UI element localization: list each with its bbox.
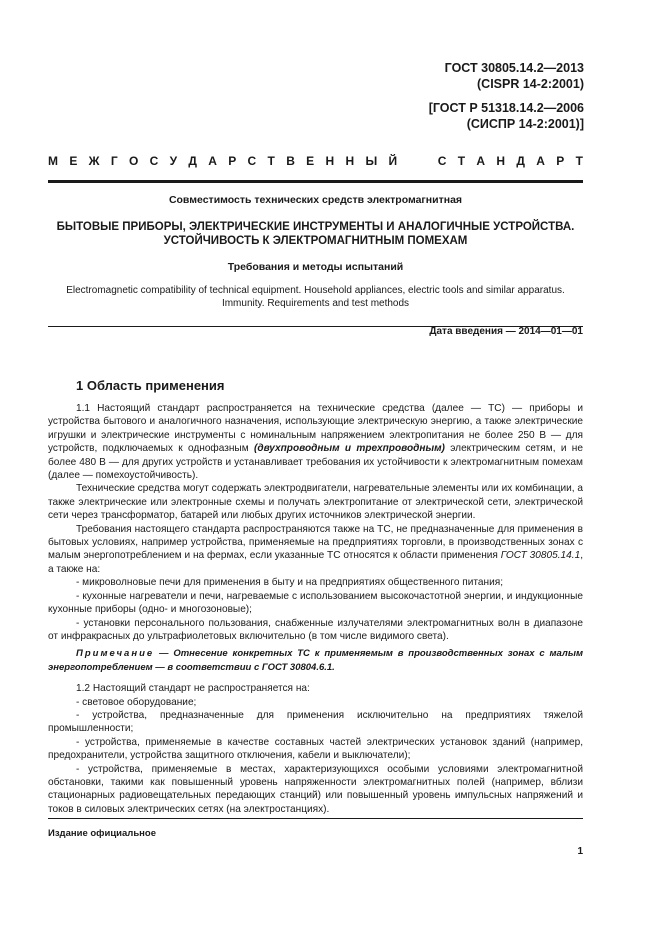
heading-letter: М bbox=[48, 154, 58, 168]
title-line-2: УСТОЙЧИВОСТЬ К ЭЛЕКТРОМАГНИТНЫМ ПОМЕХАМ bbox=[163, 235, 468, 247]
heading-letter: В bbox=[286, 154, 295, 168]
heading-letter: Н bbox=[345, 154, 355, 168]
gost-code: ГОСТ 30805.14.2—2013 bbox=[444, 61, 584, 75]
heading-letter bbox=[408, 154, 411, 168]
title-line-1: БЫТОВЫЕ ПРИБОРЫ, ЭЛЕКТРИЧЕСКИЕ ИНСТРУМЕНТЫ И АНАЛОГИЧНЫЕ УСТРОЙСТВА. bbox=[56, 221, 575, 233]
list-item: - установки персонального пользования, снабженные излучателями электромагнитных волн в диапазоне от инфракрасных до ультрафиолетовых включительно (в том числе видимого света). bbox=[48, 617, 583, 642]
introduction-date: Дата введения — 2014—01—01 bbox=[429, 326, 583, 337]
heading-letter: Н bbox=[496, 154, 506, 168]
heading-letter: Е bbox=[69, 154, 78, 168]
english-title bbox=[48, 284, 583, 310]
heading-letter: Ж bbox=[88, 154, 100, 168]
heading-letter: Т bbox=[267, 154, 275, 168]
document-title bbox=[48, 220, 583, 248]
note: Примечание — Отнесение конкретных ТС к применяемым в производственных зонах с малым энергопотреблением — в соответствии с ГОСТ 30804.6.1. bbox=[48, 648, 583, 673]
heading-letter: С bbox=[149, 154, 159, 168]
sispr-code: (СИСПР 14-2:2001)] bbox=[466, 117, 584, 131]
body-text bbox=[48, 402, 583, 816]
heading-letter: Д bbox=[516, 154, 525, 168]
heading-letter bbox=[423, 154, 426, 168]
divider bbox=[48, 180, 583, 183]
heading-letter: Ы bbox=[365, 154, 378, 168]
list-item: - кухонные нагреватели и печи, нагреваемые с использованием высокочастотной энергии, и индукционные кухонные приборы (одно- и многозоновые); bbox=[48, 590, 583, 616]
official-edition-label: Издание официальное bbox=[48, 828, 156, 839]
list-item: - устройства, применяемые в местах, характеризующихся особыми условиями электромагнитной обстановки, такими как повышенный уровень напряженности электромагнитных полей (например, вблизи стационарных радиовещательных передающих станций) или повышенный уровень импульсных напряжений и токов в силовых электрических сетях (на электростанциях). bbox=[48, 763, 583, 815]
english-title-line-2: Immunity. Requirements and test methods bbox=[221, 298, 410, 309]
heading-letter: А bbox=[208, 154, 217, 168]
heading-letter: Й bbox=[388, 154, 398, 168]
heading-letter: О bbox=[128, 154, 139, 168]
heading-letter: Е bbox=[306, 154, 315, 168]
cispr-code: (CISPR 14-2:2001) bbox=[477, 77, 584, 91]
list-item: - микроволновые печи для применения в быту и на предприятиях общественного питания; bbox=[76, 577, 504, 589]
paragraph: 1.1 Настоящий стандарт распространяется на технические средства (далее — ТС) — приборы и устройства бытового и аналогичного назначения, использующие электрическую энергию, а также электрические игрушки и электрические инструменты с номинальным напряжением электропитания не более 250 В — для устройств, подключаемых к однофазным (двухпроводным и трехпроводным) электрическим сетям, и не более 480 В — для других устройств и устанавливает требования их устойчивости к электромагнитным помехам (далее — помехоустойчивость). bbox=[48, 403, 583, 482]
requirements-heading: Требования и методы испытаний bbox=[227, 261, 404, 273]
heading-letter: Н bbox=[325, 154, 335, 168]
document-subtitle: Совместимость технических средств электромагнитная bbox=[168, 194, 463, 206]
paragraph: Технические средства могут содержать электродвигатели, нагревательные элементы или их комбинации, а также электрические или электронные схемы и получать электропитание от электрической сети, электрической сети через трансформатор, батарей или любых других источников электрической энергии. bbox=[48, 483, 583, 522]
heading-letter: С bbox=[437, 154, 447, 168]
paragraph: Требования настоящего стандарта распространяются также на ТС, не предназначенные для применения в бытовых условиях, например устройства, применяемые на предприятиях торговли, в производственных зонах с малым энергопотреблением и на фермах, если указанные ТС относятся к области применения ГОСТ 30805.14.1, а также на: bbox=[48, 523, 583, 575]
heading-letter: Р bbox=[228, 154, 237, 168]
heading-letter: А bbox=[536, 154, 545, 168]
list-item: - устройства, предназначенные для применения исключительно на предприятиях тяжелой промышленности; bbox=[48, 709, 583, 735]
english-title-line-1: Electromagnetic compatibility of technical equipment. Household appliances, electric tools and similar apparatus. bbox=[66, 285, 565, 296]
divider bbox=[48, 818, 583, 819]
heading-letter: Т bbox=[575, 154, 583, 168]
gost-r-code: [ГОСТ Р 51318.14.2—2006 bbox=[428, 101, 584, 115]
standard-codes bbox=[429, 60, 584, 132]
heading-letter: Р bbox=[556, 154, 565, 168]
heading-letter: У bbox=[169, 154, 178, 168]
heading-letter: С bbox=[247, 154, 257, 168]
paragraph: 1.2 Настоящий стандарт не распространяется на: bbox=[76, 683, 310, 695]
heading-letter: Д bbox=[188, 154, 197, 168]
page-number: 1 bbox=[577, 846, 583, 857]
list-item: - устройства, применяемые в качестве составных частей электрических установок зданий (например, предохранители, устройства защитного отключения, кабели и выключатели); bbox=[48, 736, 583, 762]
section-heading: 1 Область применения bbox=[76, 378, 225, 393]
heading-letter: Т bbox=[457, 154, 466, 168]
interstate-standard-heading bbox=[48, 154, 583, 168]
heading-letter: Г bbox=[110, 154, 118, 168]
list-item: - световое оборудование; bbox=[76, 696, 197, 708]
heading-letter: А bbox=[476, 154, 486, 168]
